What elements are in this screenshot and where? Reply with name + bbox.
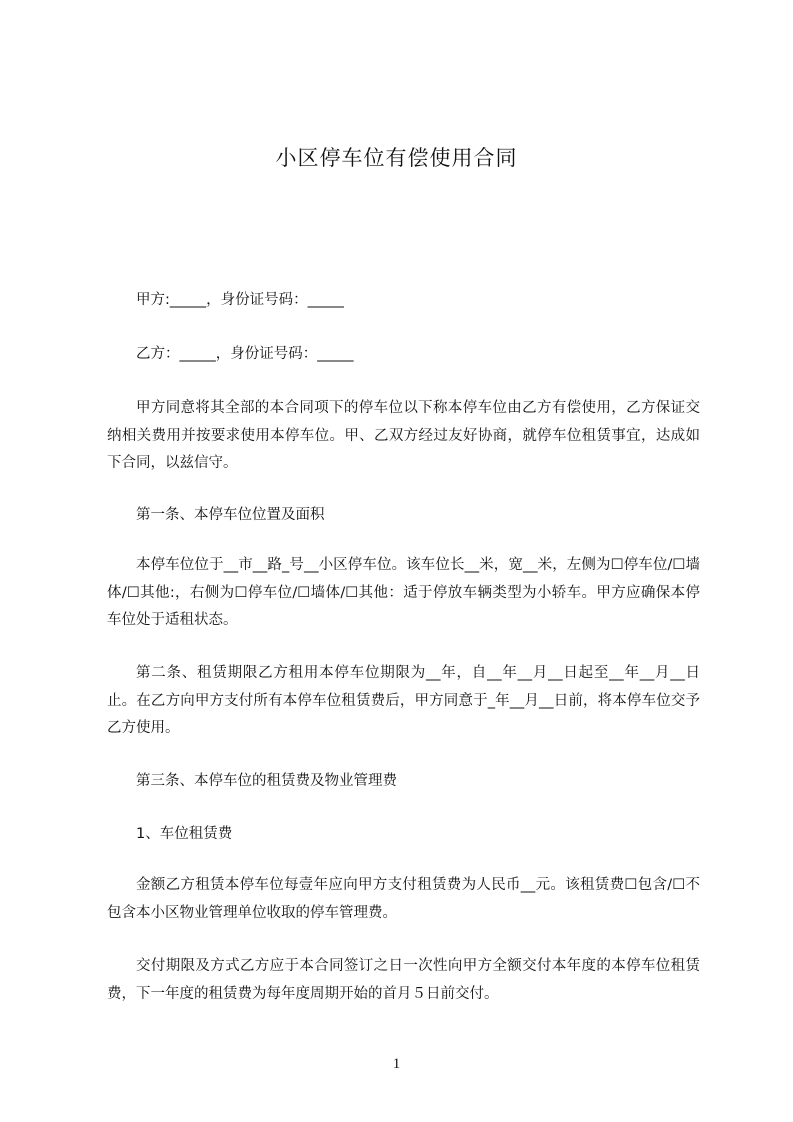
intro-paragraph: 甲方同意将其全部的本合同项下的停车位以下称本停车位由乙方有偿使用，乙方保证交纳相关费用并按要求使用本停车位。甲、乙双方经过友好协商，就停车位租赁事宜，达成如下合同，以兹信守。 (107, 400, 700, 471)
page-number: 1 (392, 1056, 401, 1072)
party-a-line: 甲方:_____，身份证号码：_____ (136, 292, 344, 308)
payment-terms-paragraph: 交付期限及方式乙方应于本合同签订之日一次性向甲方全额交付本年度的本停车位租赁费，下一年度的租赁费为每年度周期开始的首月５日前交付。 (107, 958, 700, 1002)
item-1-heading: 1、车位租赁费 (136, 826, 233, 842)
article-2-body: 第二条、租赁期限乙方租用本停车位期限为__年，自__年__月__日起至__年__月__日止。在乙方向甲方支付所有本停车位租赁费后，甲方同意于_年__月__日前，将本停车位交予乙方使用。 (107, 665, 700, 736)
article-3-heading: 第三条、本停车位的租赁费及物业管理费 (136, 773, 397, 789)
rent-amount-paragraph: 金额乙方租赁本停车位每壹年应向甲方支付租赁费为人民币__元。该租赁费☐包含/☐不包含本小区物业管理单位收取的停车管理费。 (107, 877, 700, 921)
contract-title: 小区停车位有偿使用合同 (275, 146, 518, 170)
article-1-body: 本停车位位于__市__路_号__小区停车位。该车位长__米，宽__米，左侧为☐停车位/☐墙体/☐其他:，右侧为☐停车位/☐墙体/☐其他：适于停放车辆类型为小轿车。甲方应确保本停车位处于适租状态。 (107, 557, 700, 628)
party-b-line: 乙方：_____，身份证号码：_____ (136, 346, 354, 362)
article-1-heading: 第一条、本停车位位置及面积 (136, 507, 325, 523)
